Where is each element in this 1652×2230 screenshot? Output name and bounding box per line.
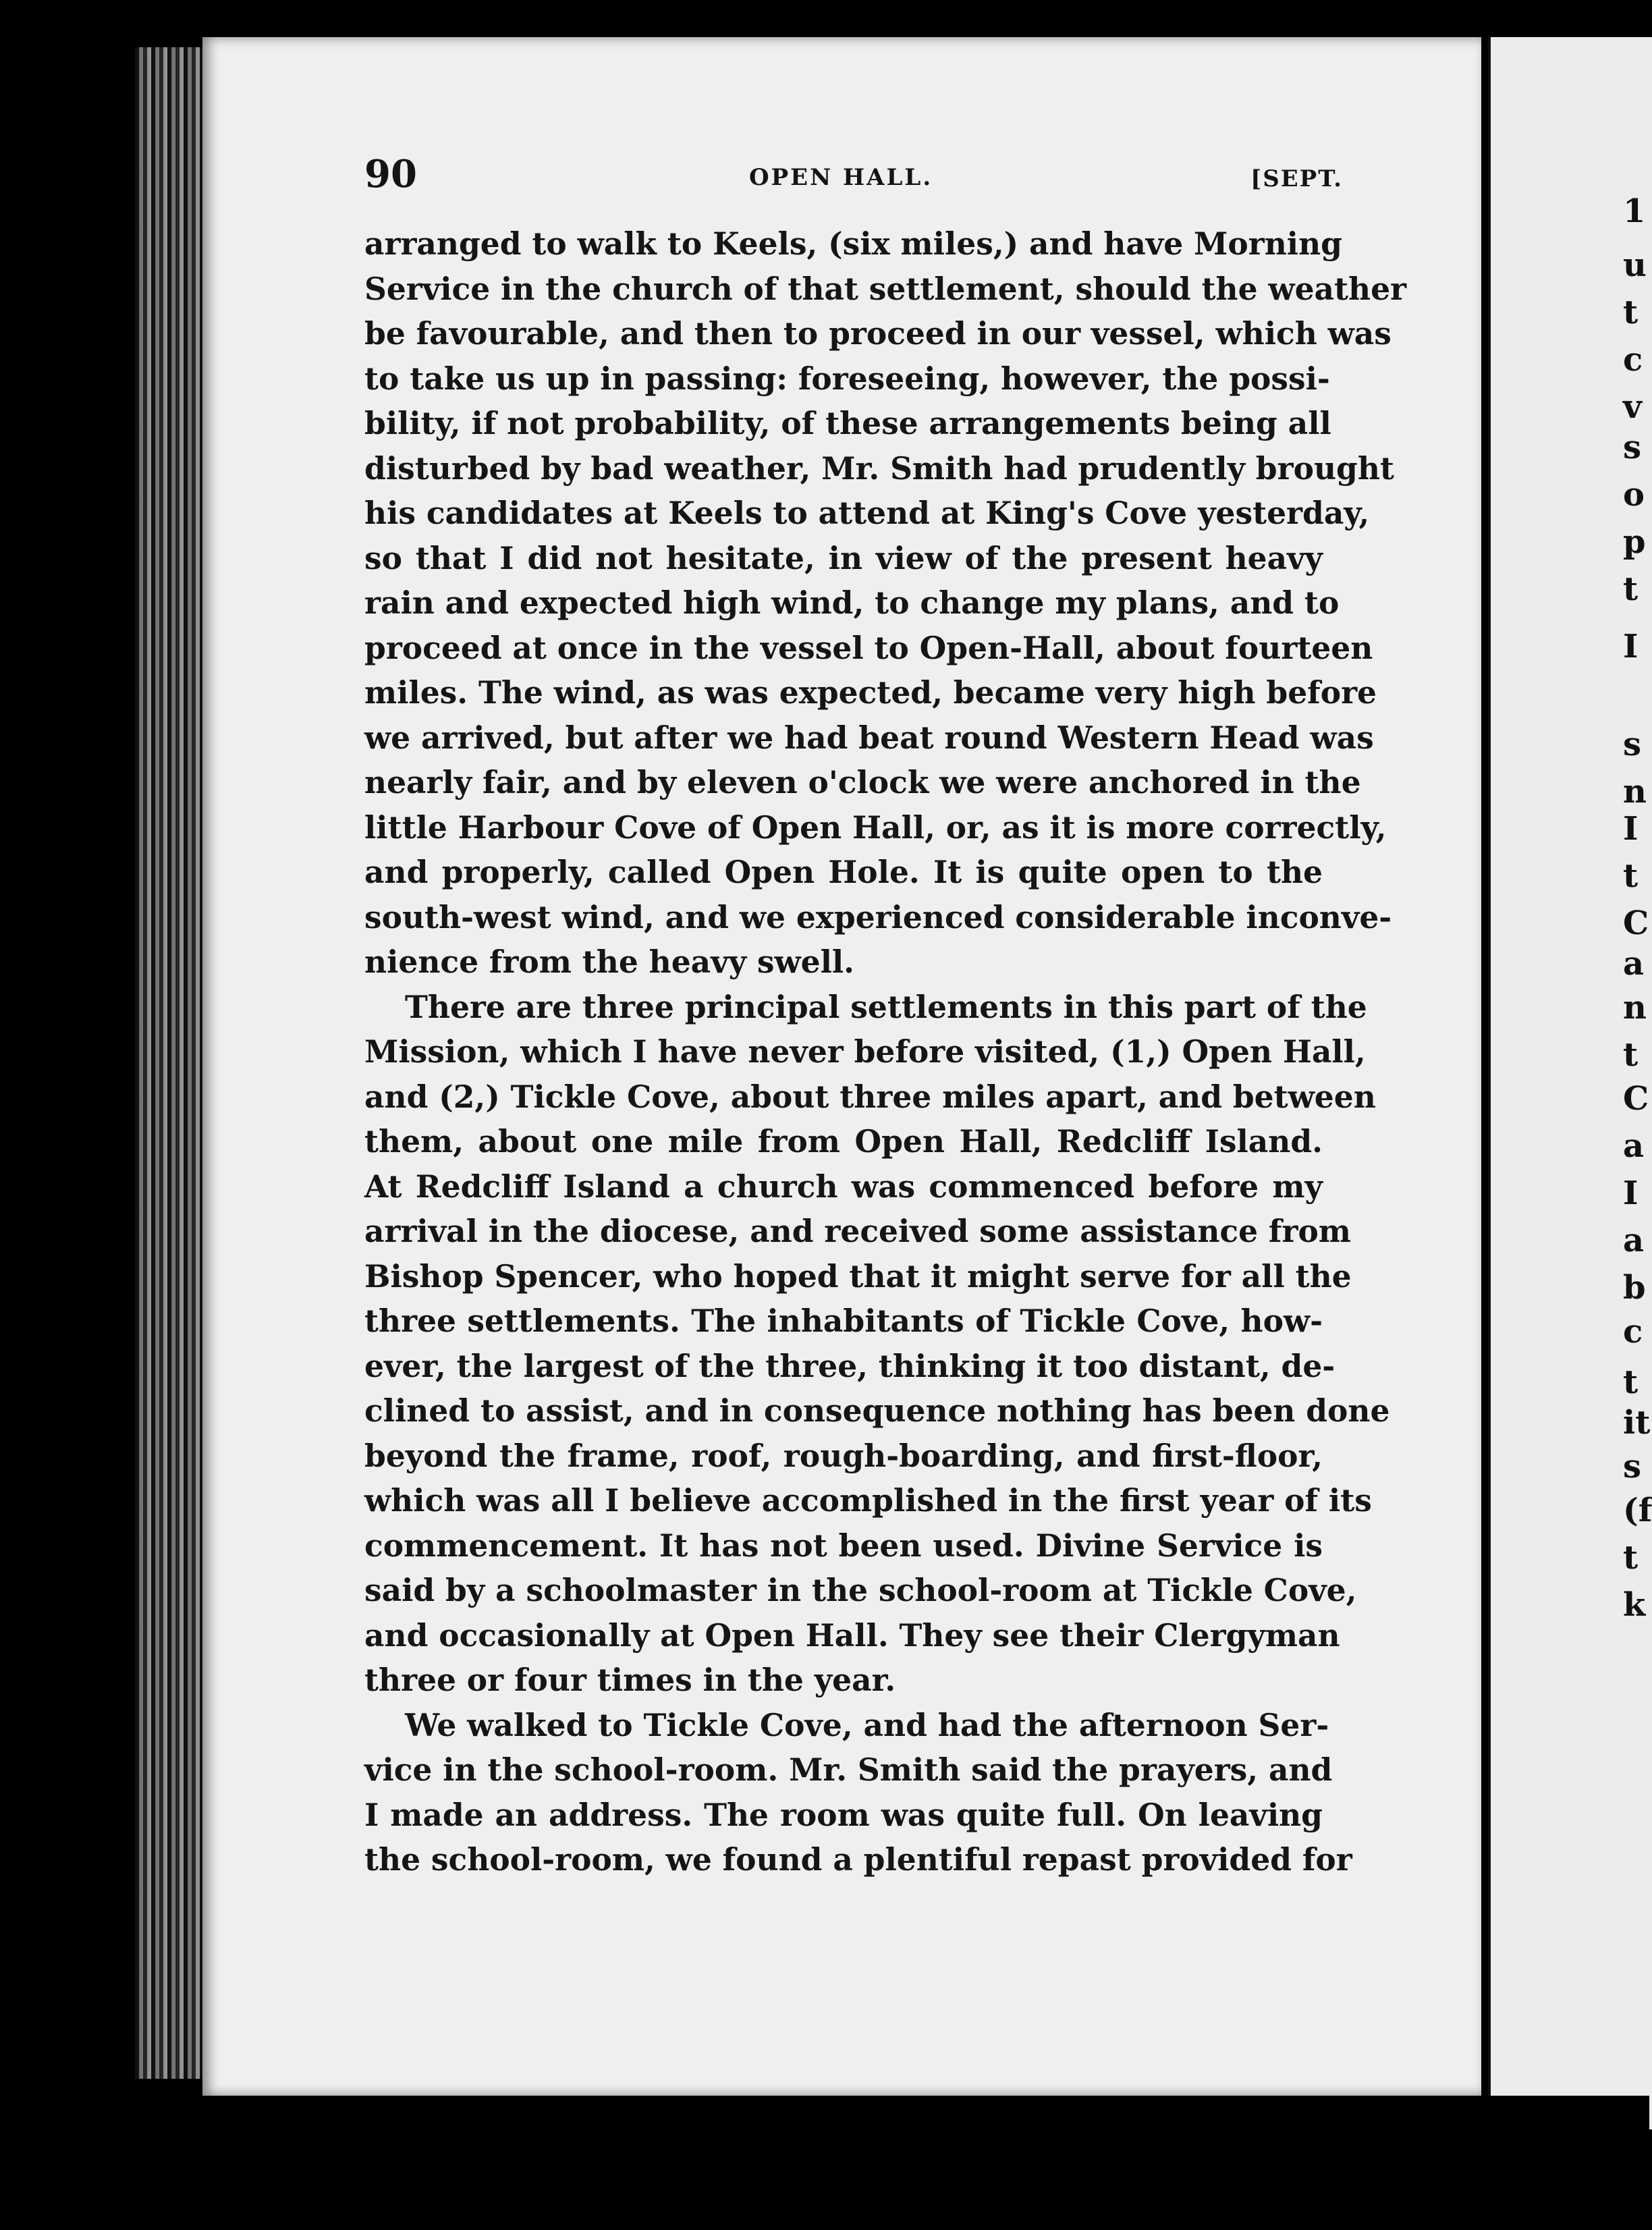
page-number: 90 xyxy=(364,152,417,196)
text-line: which was all I believe accomplished in the first year of its xyxy=(364,1482,1372,1519)
text-line: said by a schoolmaster in the school-room at Tickle Cove, xyxy=(364,1572,1357,1608)
paragraph xyxy=(364,221,1407,985)
body-text xyxy=(364,221,1407,1882)
facing-page-fragment: I xyxy=(1623,628,1639,665)
running-head-month: [SEPT. xyxy=(1250,165,1343,192)
facing-page-fragment: b xyxy=(1623,1269,1646,1307)
page-header xyxy=(364,152,1343,199)
text-line: nearly fair, and by eleven o'clock we were anchored in the xyxy=(364,764,1361,800)
text-line: and occasionally at Open Hall. They see their Clergyman xyxy=(364,1616,1340,1654)
text-line: arrival in the diocese, and received some assistance from xyxy=(364,1213,1351,1249)
text-line: and (2,) Tickle Cove, about three miles apart, and between xyxy=(364,1078,1376,1115)
text-line: We walked to Tickle Cove, and had the afternoon Ser- xyxy=(405,1706,1329,1743)
text-line: little Harbour Cove of Open Hall, or, as it is more correctly, xyxy=(364,809,1387,846)
running-head: OPEN HALL. xyxy=(749,164,933,191)
facing-page-fragment: v xyxy=(1623,388,1642,426)
facing-page-fragment: 1 xyxy=(1623,192,1646,230)
text-line: three settlements. The inhabitants of Tickle Cove, how- xyxy=(364,1303,1323,1339)
text-line: Mission, which I have never before visited, (1,) Open Hall, xyxy=(364,1033,1366,1070)
paragraph xyxy=(364,985,1390,1703)
text-line: them, about one mile from Open Hall, Redcliff Island. xyxy=(364,1123,1323,1160)
facing-page-fragment: t xyxy=(1623,1539,1639,1577)
text-line: vice in the school-room. Mr. Smith said the prayers, and xyxy=(364,1751,1333,1788)
facing-page-fragment: t xyxy=(1623,570,1639,608)
facing-page-fragment: n xyxy=(1623,989,1647,1027)
text-line: rain and expected high wind, to change my plans, and to xyxy=(364,584,1340,621)
text-line: so that I did not hesitate, in view of the present heavy xyxy=(364,539,1323,576)
bottom-shadow xyxy=(202,2096,1649,2230)
facing-page-fragment: a xyxy=(1623,1222,1645,1259)
page-edges xyxy=(135,47,209,2079)
text-line: At Redcliff Island a church was commenced before my xyxy=(364,1168,1323,1205)
text-line: miles. The wind, as was expected, became very high before xyxy=(364,674,1377,711)
facing-page-fragment: t xyxy=(1623,1036,1639,1074)
paragraph xyxy=(364,1703,1352,1882)
text-line: to take us up in passing: foreseeing, however, the possi- xyxy=(364,360,1330,397)
text-line: commencement. It has not been used. Divine Service is xyxy=(364,1527,1323,1564)
facing-page-fragment: t xyxy=(1623,1363,1639,1401)
text-line: beyond the frame, roof, rough-boarding, and first-floor, xyxy=(364,1437,1323,1474)
text-line: his candidates at Keels to attend at King's Cove yesterday, xyxy=(364,495,1370,531)
facing-page-fragment: I xyxy=(1623,1174,1639,1212)
text-line: There are three principal settlements in this part of the xyxy=(405,988,1367,1025)
text-line: Service in the church of that settlement, should the weather xyxy=(364,270,1407,307)
text-line: south-west wind, and we experienced considerable inconve- xyxy=(364,898,1392,935)
facing-page-fragment: n xyxy=(1623,773,1647,811)
facing-page-fragment: it xyxy=(1623,1404,1651,1442)
text-line: the school-room, we found a plentiful repast provided for xyxy=(364,1841,1352,1878)
text-line: I made an address. The room was quite full. On leaving xyxy=(364,1796,1323,1833)
facing-page-fragment: s xyxy=(1623,429,1642,466)
facing-page-fragment: c xyxy=(1623,341,1643,379)
facing-page-fragment: s xyxy=(1623,726,1642,763)
facing-page-fragment: t xyxy=(1623,857,1639,895)
facing-page-fragment: C xyxy=(1623,1080,1649,1118)
facing-page-fragment: a xyxy=(1623,945,1645,983)
text-line: nience from the heavy swell. xyxy=(364,944,855,980)
text-line: be favourable, and then to proceed in our vessel, which was xyxy=(364,315,1392,352)
facing-page-fragment: C xyxy=(1623,904,1649,942)
facing-page-fragment: p xyxy=(1623,523,1646,561)
facing-page-fragment: I xyxy=(1623,810,1639,848)
facing-page-fragment: s xyxy=(1623,1448,1642,1486)
text-line: and properly, called Open Hole. It is quite open to the xyxy=(364,854,1323,890)
facing-page-fragment: t xyxy=(1623,294,1639,331)
text-line: three or four times in the year. xyxy=(364,1662,896,1698)
facing-page-fragment: u xyxy=(1623,246,1647,284)
facing-page-fragment: k xyxy=(1623,1586,1646,1624)
text-line: we arrived, but after we had beat round Western Head was xyxy=(364,719,1374,756)
facing-page-fragment: c xyxy=(1623,1313,1643,1351)
text-line: disturbed by bad weather, Mr. Smith had prudently brought xyxy=(364,450,1394,487)
facing-page-fragment: o xyxy=(1623,476,1645,514)
text-line: ever, the largest of the three, thinking it too distant, de- xyxy=(364,1347,1336,1384)
facing-page-fragment: (f xyxy=(1623,1492,1652,1529)
text-line: arranged to walk to Keels, (six miles,) and have Morning xyxy=(364,225,1342,262)
text-line: clined to assist, and in consequence nothing has been done xyxy=(364,1392,1390,1429)
text-line: Bishop Spencer, who hoped that it might serve for all the xyxy=(364,1257,1352,1295)
text-line: proceed at once in the vessel to Open-Hall, about fourteen xyxy=(364,629,1373,666)
text-line: bility, if not probability, of these arrangements being all xyxy=(364,405,1331,441)
facing-page-fragment: a xyxy=(1623,1127,1645,1165)
